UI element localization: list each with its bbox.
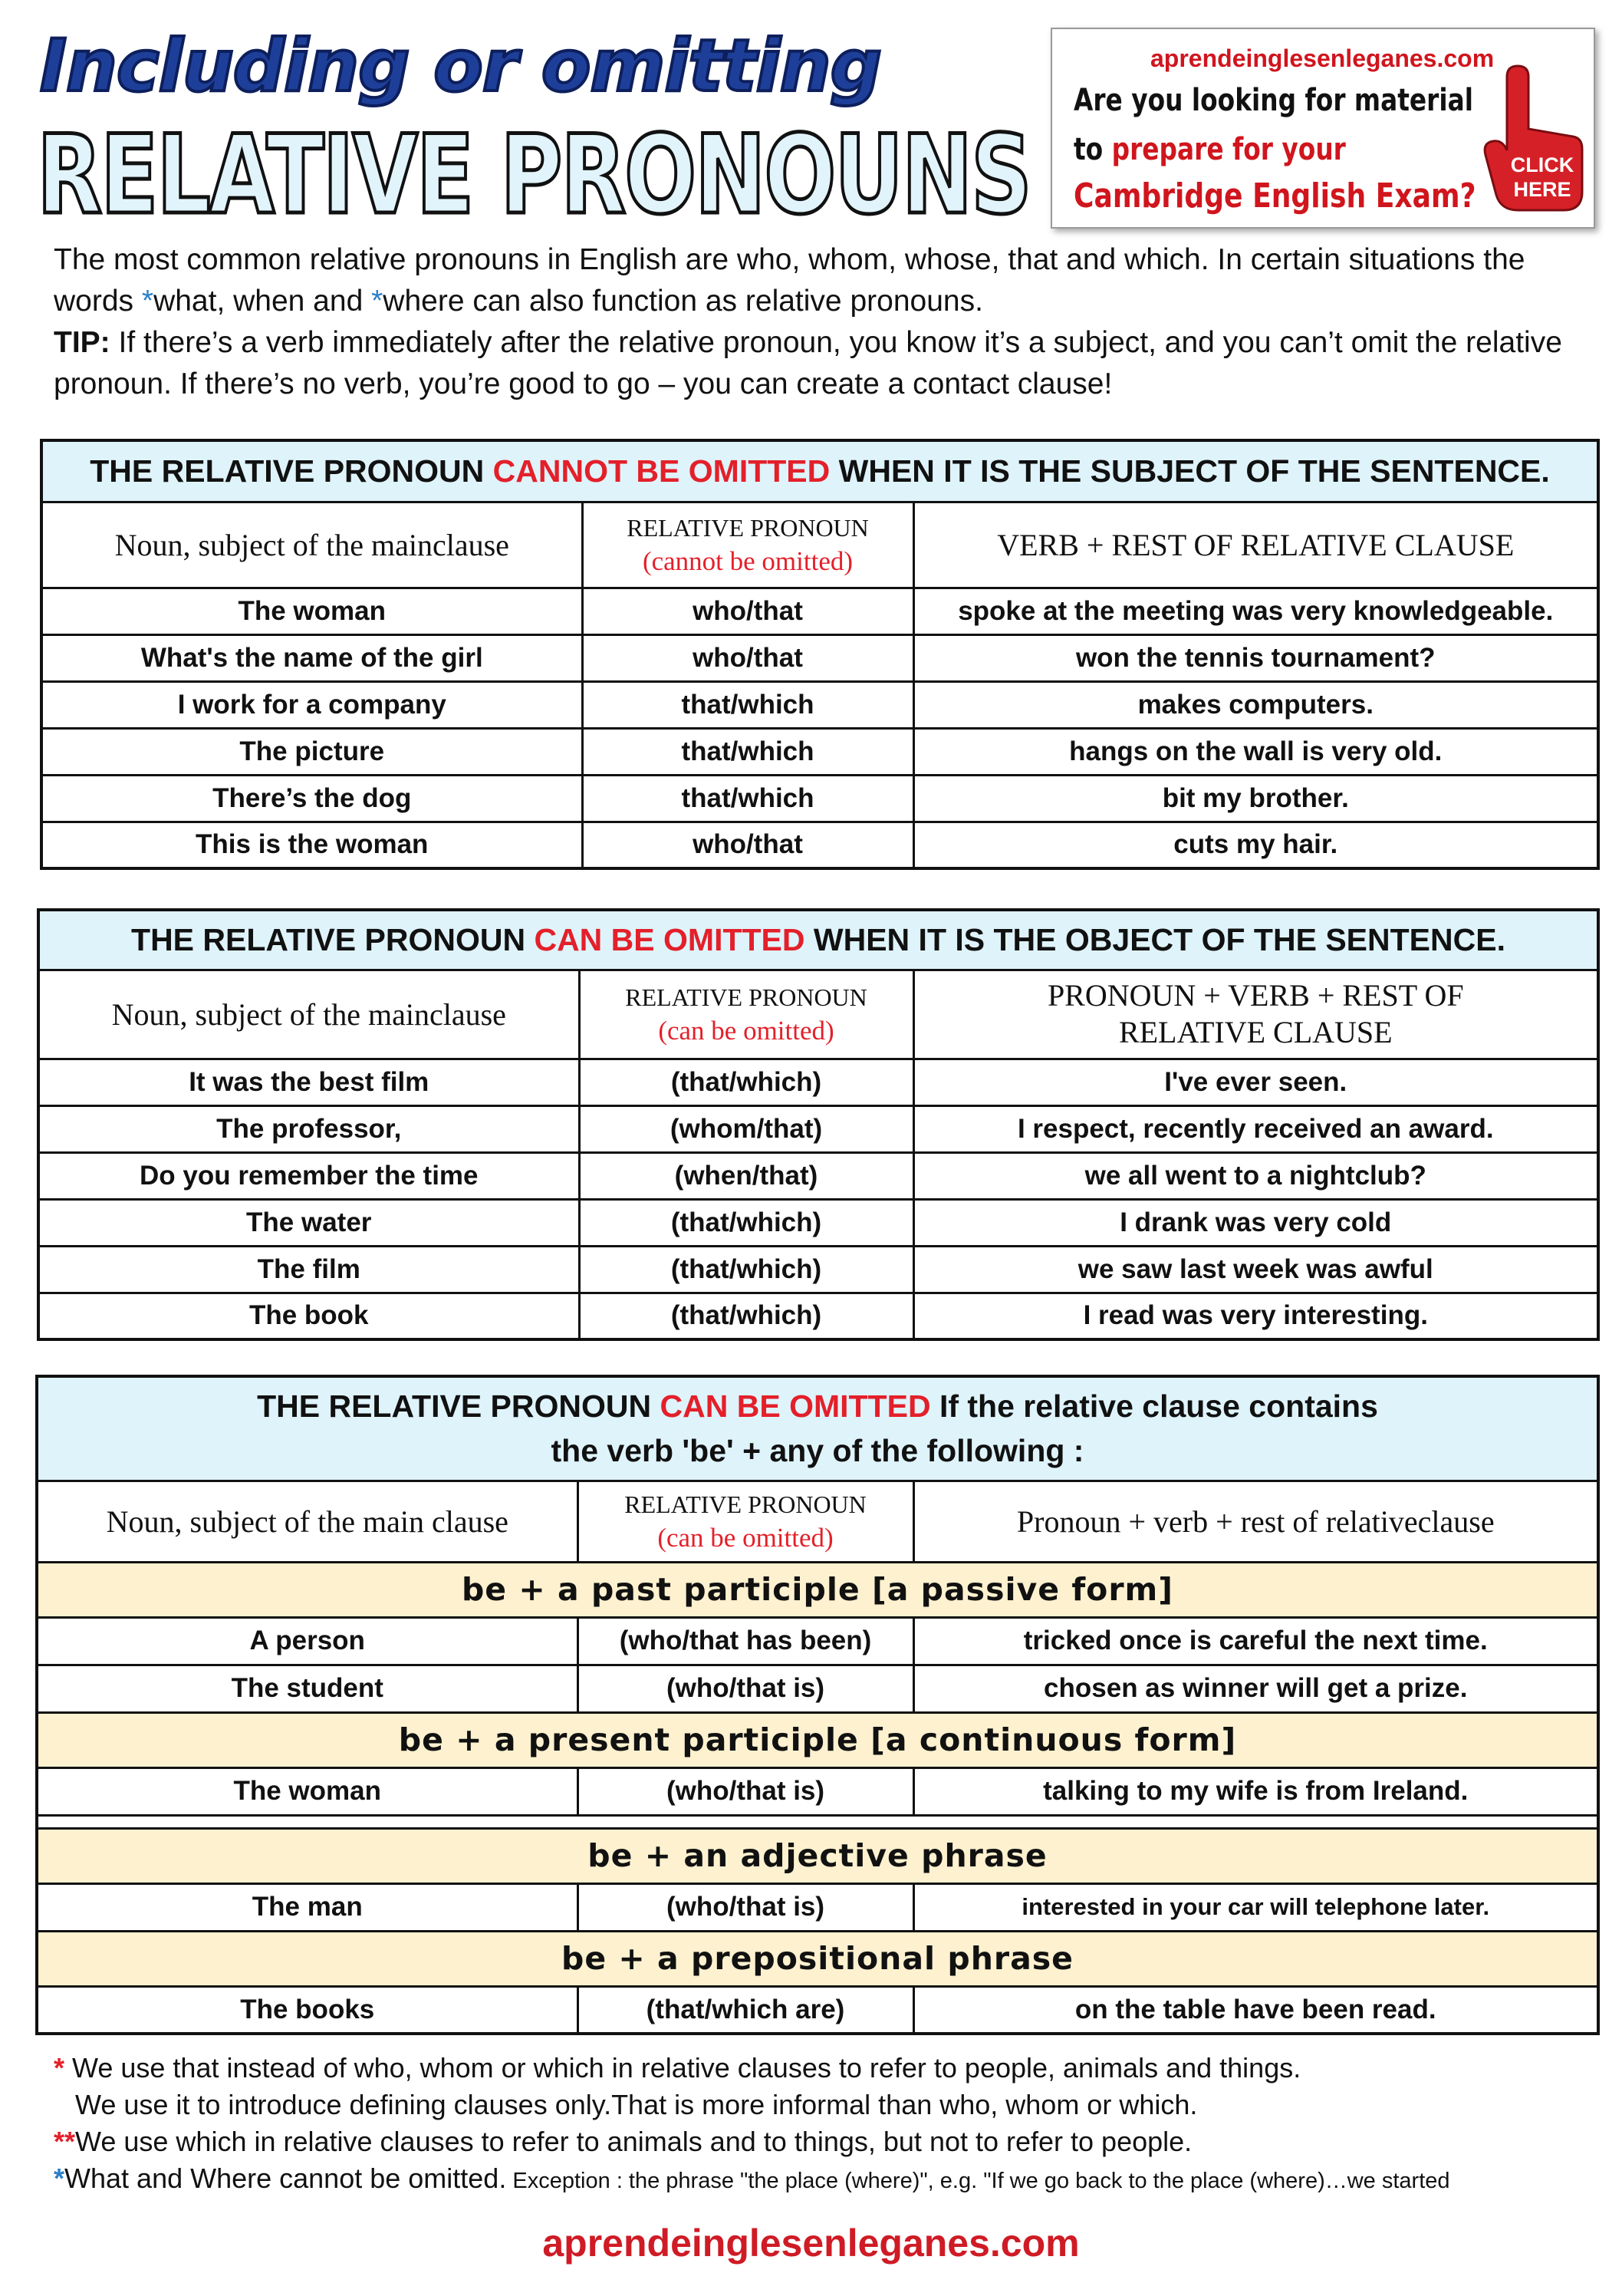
table-row: [38, 1199, 1598, 1246]
table-row: [41, 634, 1598, 681]
note-3-mark: *: [54, 2163, 65, 2194]
cell: we all went to a nightclub?: [913, 1152, 1598, 1199]
row-separator-cell: [37, 1815, 1598, 1828]
tip-text: If there’s a verb immediately after the relative pronoun, you know it’s a subject, and you can’t omit the relative pronoun. If there’s no verb, you’re good to go – you can create a contact clause!: [54, 326, 1562, 400]
t2-col-noun: Noun, subject of the mainclause: [38, 970, 579, 1059]
intro-p1-b: what, when and: [153, 285, 372, 318]
t1-title-red: CANNOT BE OMITTED: [492, 453, 831, 489]
footnotes: [54, 2050, 1595, 2199]
row-separator: [37, 1815, 1598, 1828]
cell: I read was very interesting.: [913, 1293, 1598, 1339]
cell: Do you remember the time: [38, 1152, 579, 1199]
cell: (who/that is): [577, 1883, 913, 1931]
cell: (who/that has been): [577, 1617, 913, 1665]
t2-title-b: WHEN IT IS THE OBJECT OF THE SENTENCE.: [804, 921, 1505, 957]
cell: It was the best film: [38, 1059, 579, 1105]
cell: (that/which): [579, 1246, 913, 1293]
table-row: [41, 681, 1598, 728]
t3-title-red: CAN BE OMITTED: [660, 1388, 931, 1425]
cell: (that/which are): [577, 1986, 913, 2034]
note-3: [54, 2160, 1595, 2199]
intro-asterisk-1: *: [141, 285, 154, 318]
cell: tricked once is careful the next time.: [913, 1617, 1598, 1665]
footer-site-link[interactable]: aprendeinglesenleganes.com: [542, 2222, 1080, 2265]
note-3-exception: Exception : the phrase "the place (where)", e.g. "If we go back to the place (where)…we started: [506, 2169, 1450, 2193]
cell: The student: [37, 1665, 577, 1712]
page-title-line1: Including or omitting: [40, 25, 881, 108]
table-row: [37, 1617, 1598, 1665]
cell: that/which: [582, 728, 913, 775]
t2-col-pronoun-b: (can be omitted): [658, 1016, 834, 1046]
table-row: [41, 822, 1598, 868]
t3-col-pronoun-a: RELATIVE PRONOUN: [624, 1491, 867, 1518]
t3-col-verb: Pronoun + verb + rest of relativeclause: [913, 1481, 1598, 1562]
intro-p1-c: where can also function as relative pronouns.: [383, 285, 983, 318]
cell: The picture: [41, 728, 582, 775]
t3-col-noun: Noun, subject of the main clause: [37, 1481, 577, 1562]
be-verb-table-title: [37, 1376, 1598, 1481]
table-row: [41, 775, 1598, 822]
band-present-participle: be + a present participle [a continuous form]: [37, 1712, 1598, 1767]
note-2-text: We use which in relative clauses to refer to animals and to things, but not to refer to people.: [75, 2126, 1193, 2157]
page-title-line2: RELATIVE PRONOUNS: [37, 112, 1031, 239]
table-row: [41, 728, 1598, 775]
cell: The water: [38, 1199, 579, 1246]
ad-line-2-a: to: [1074, 132, 1104, 167]
cell: The man: [37, 1883, 577, 1931]
t3-title-b: If the relative clause contains: [930, 1388, 1378, 1425]
ad-site-url[interactable]: aprendeinglesenleganes.com: [1150, 44, 1495, 72]
cell: (that/which): [579, 1199, 913, 1246]
click-here-text-2: HERE: [1513, 178, 1571, 201]
table-row: [38, 1246, 1598, 1293]
table-row: [38, 1293, 1598, 1339]
click-here-hand-icon[interactable]: [1478, 63, 1585, 216]
t1-title-b: WHEN IT IS THE SUBJECT OF THE SENTENCE.: [830, 453, 1550, 489]
ad-line-2: [1074, 132, 1346, 167]
ad-banner[interactable]: [1051, 28, 1595, 229]
cell: we saw last week was awful: [913, 1246, 1598, 1293]
cell: (who/that is): [577, 1767, 913, 1815]
t3-title-line1: [43, 1384, 1592, 1428]
t3-title-a: THE RELATIVE PRONOUN: [257, 1388, 660, 1425]
cell: The book: [38, 1293, 579, 1339]
object-table: [37, 908, 1600, 1341]
band-past-participle: be + a past participle [a passive form]: [37, 1562, 1598, 1617]
object-table-title: [38, 910, 1598, 970]
cell: makes computers.: [913, 681, 1598, 728]
t3-col-pronoun-b: (can be omitted): [657, 1523, 834, 1553]
t2-col-verb: [913, 970, 1598, 1059]
band-adjective-phrase: be + an adjective phrase: [37, 1828, 1598, 1883]
cell: I've ever seen.: [913, 1059, 1598, 1105]
cell: There’s the dog: [41, 775, 582, 822]
t1-col-noun: Noun, subject of the mainclause: [41, 502, 582, 588]
cell: cuts my hair.: [913, 822, 1598, 868]
table-row: [38, 1105, 1598, 1152]
cell: I drank was very cold: [913, 1199, 1598, 1246]
t1-col-verb: VERB + REST OF RELATIVE CLAUSE: [913, 502, 1598, 588]
note-2-mark: **: [54, 2126, 76, 2157]
cell: What's the name of the girl: [41, 634, 582, 681]
t1-col-pronoun-b: (cannot be omitted): [642, 546, 854, 576]
ad-line-3: Cambridge English Exam?: [1074, 176, 1476, 216]
cell: This is the woman: [41, 822, 582, 868]
note-1-text: We use that instead of who, whom or which in relative clauses to refer to people, animals and things.: [64, 2052, 1301, 2084]
note-1: [54, 2050, 1595, 2087]
t3-title-line2: the verb 'be' + any of the following :: [551, 1433, 1084, 1469]
ad-line-2-b: prepare for your: [1111, 132, 1346, 167]
cell: I respect, recently received an award.: [913, 1105, 1598, 1152]
table-row: [37, 1986, 1598, 2034]
cell: (that/which): [579, 1059, 913, 1105]
cell: (when/that): [579, 1152, 913, 1199]
cell: talking to my wife is from Ireland.: [913, 1767, 1598, 1815]
note-1-cont: We use it to introduce defining clauses only.That is more informal than who, whom or which.: [75, 2089, 1198, 2120]
cell: (who/that is): [577, 1665, 913, 1712]
note-1-mark: *: [54, 2052, 65, 2084]
cell: (whom/that): [579, 1105, 913, 1152]
cell: The woman: [41, 588, 582, 634]
table-row: [41, 588, 1598, 634]
note-3-text: What and Where cannot be omitted.: [64, 2163, 507, 2194]
table-row: [37, 1665, 1598, 1712]
cell: The professor,: [38, 1105, 579, 1152]
cell: The books: [37, 1986, 577, 2034]
t2-col-pronoun-a: RELATIVE PRONOUN: [625, 983, 867, 1011]
cell: on the table have been read.: [913, 1986, 1598, 2034]
table-row: [38, 1059, 1598, 1105]
t2-col-verb-b: RELATIVE CLAUSE: [1118, 1015, 1393, 1049]
subject-table-title: [41, 440, 1598, 502]
cell: that/which: [582, 775, 913, 822]
subject-table: [40, 439, 1600, 870]
cell: The woman: [37, 1767, 577, 1815]
ad-line-1: Are you looking for material: [1074, 83, 1473, 118]
cell: I work for a company: [41, 681, 582, 728]
t2-col-verb-a: PRONOUN + VERB + REST OF: [1047, 978, 1464, 1013]
cell: interested in your car will telephone later.: [913, 1883, 1598, 1931]
click-here-text-1: CLICK: [1510, 153, 1574, 176]
cell: spoke at the meeting was very knowledgeable.: [913, 588, 1598, 634]
cell: bit my brother.: [913, 775, 1598, 822]
t1-col-pronoun: [582, 502, 913, 588]
table-row: [38, 1152, 1598, 1199]
cell: chosen as winner will get a prize.: [913, 1665, 1598, 1712]
band-prepositional-phrase: be + a prepositional phrase: [37, 1931, 1598, 1986]
cell: The film: [38, 1246, 579, 1293]
t3-col-pronoun: [577, 1481, 913, 1562]
t2-title-red: CAN BE OMITTED: [534, 921, 805, 957]
intro-p1-a: The most common relative pronouns in English are who, whom, whose, that and which. In certain situations the words: [54, 243, 1525, 318]
note-2: [54, 2123, 1595, 2160]
cell: that/which: [582, 681, 913, 728]
table-row: [37, 1767, 1598, 1815]
t2-title-a: THE RELATIVE PRONOUN: [131, 921, 535, 957]
cell: who/that: [582, 822, 913, 868]
cell: hangs on the wall is very old.: [913, 728, 1598, 775]
t1-col-pronoun-a: RELATIVE PRONOUN: [627, 514, 869, 542]
table-row: [37, 1883, 1598, 1931]
be-verb-table: [35, 1375, 1600, 2035]
tip-label: TIP:: [54, 326, 110, 359]
cell: A person: [37, 1617, 577, 1665]
cell: who/that: [582, 588, 913, 634]
intro-asterisk-2: *: [371, 285, 383, 318]
t2-col-pronoun: [579, 970, 913, 1059]
cell: won the tennis tournament?: [913, 634, 1598, 681]
cell: (that/which): [579, 1293, 913, 1339]
intro-text: [54, 239, 1572, 405]
t1-title-a: THE RELATIVE PRONOUN: [90, 453, 493, 489]
cell: who/that: [582, 634, 913, 681]
